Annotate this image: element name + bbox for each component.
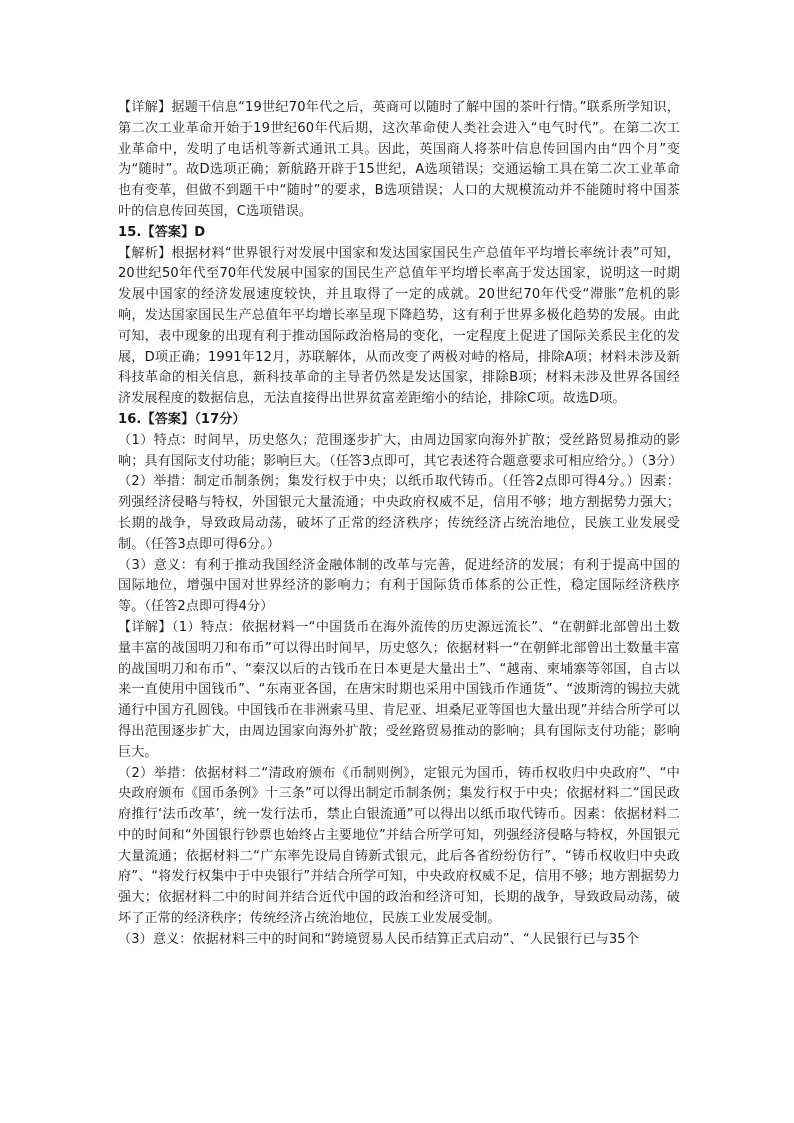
explanation-16-part-1: 【详解】（1）特点：依据材料一“中国货币在海外流传的历史源远流长”、“在朝鲜北部曾出土数量丰富的战国明刀和布币”可以得出时间早，历史悠久；依据材料一“在朝鲜北部曾出土数量丰富的战国明刀和布币”、“秦汉以后的古钱币在日本更是大量出土”、“越南、柬埔寨等邻国，自古以来一直使用中国钱币”、“东南亚各国，在唐宋时期也采用中国钱币作通货”、“波斯湾的锡拉夫就通行中国方孔圆钱。中国钱币在非洲索马里、肯尼亚、坦桑尼亚等国也大量出现”并结合所学可以得出范围逐步扩大，由周边国家向海外扩散；受丝路贸易推动的影响；具有国际支付功能；影响巨大。 [118, 619, 680, 760]
answer-16-part-2: （2）举措：制定币制条例；集发行权于中央；以纸币取代铸币。（任答2点即可得4分。）因素：列强经济侵略与特权，外国银元大量流通；中央政府权威不足，信用不够；地方割据势力强大；长期的战争，导致政局动荡，破坏了正常的经济秩序；传统经济占统治地位，民族工业发展受制。（任答3点即可得6分。） [118, 474, 680, 552]
paragraph-explanation-14: 【详解】据题干信息“19世纪70年代之后，英商可以随时了解中国的茶叶行情。”联系所学知识，第二次工业革命开始于19世纪60年代后期，这次革命使人类社会进入“电气时代”。在第二次工业革命中，发明了电话机等新式通讯工具。因此，英国商人将茶叶信息传回国内由“四个月”变为“随时”。故D选项正确；新航路开辟于15世纪，A选项错误；交通运输工具在第二次工业革命也有变革，但做不到题干中“随时”的要求，B选项错误；人口的大规模流动并不能随时将中国茶叶的信息传回英国，C选项错误。 [118, 100, 680, 219]
document-page [118, 98, 683, 951]
answer-15: 15.【答案】D [118, 224, 206, 240]
answer-16: 16.【答案】（17分） [118, 411, 246, 427]
answer-16-part-1: （1）特点：时间早，历史悠久；范围逐步扩大，由周边国家向海外扩散；受丝路贸易推动的影响；具有国际支付功能；影响巨大。（任答3点即可，其它表述符合题意要求可相应给分。）（3分） [118, 432, 683, 469]
explanation-16-part-3: （3）意义：依据材料三中的时间和“跨境贸易人民币结算正式启动”、“人民银行已与35个 [118, 931, 639, 947]
answer-16-part-3: （3）意义：有利于推动我国经济金融体制的改革与完善，促进经济的发展；有利于提高中国的国际地位，增强中国对世界经济的影响力；有利于国际货币体系的公正性，稳定国际经济秩序等。（任答2点即可得4分） [118, 557, 680, 615]
paragraph-analysis-15: 【解析】根据材料“世界银行对发展中国家和发达国家国民生产总值年平均增长率统计表”可知，20世纪50年代至70年代发展中国家的国民生产总值年平均增长率高于发达国家，说明这一时期发展中国家的经济发展速度较快，并且取得了一定的成就。20世纪70年代受“滞胀”危机的影响，发达国家国民生产总值年平均增长率呈现下降趋势，这有利于世界多极化趋势的发展。由此可知，表中现象的出现有利于推动国际政治格局的变化，一定程度上促进了国际关系民主化的发展，D项正确；1991年12月，苏联解体，从而改变了两极对峙的格局，排除A项；材料未涉及新科技革命的相关信息，新科技革命的主导者仍然是发达国家，排除B项；材料未涉及世界各国经济发展程度的数据信息，无法直接得出世界贫富差距缩小的结论，排除C项。故选D项。 [118, 245, 680, 407]
explanation-16-part-2: （2）举措：依据材料二“清政府颁布《币制则例》，定银元为国币，铸币权收归中央政府”、“中央政府颁布《国币条例》十三条”可以得出制定币制条例；集发行权于中央；依据材料二“国民政府推行‘法币改革’，统一发行法币，禁止白银流通”可以得出以纸币取代铸币。因素：依据材料二中的时间和“外国银行钞票也始终占主要地位”并结合所学可知，列强经济侵略与特权，外国银元大量流通；依据材料二“广东率先设局自铸新式银元，此后各省纷纷仿行”、“铸币权收归中央政府”、“将发行权集中于中央银行”并结合所学可知，中央政府权威不足，信用不够；地方割据势力强大；依据材料二中的时间并结合近代中国的政治和经济可知，长期的战争，导致政局动荡，破坏了正常的经济秩序；传统经济占统治地位，民族工业发展受制。 [118, 765, 680, 927]
